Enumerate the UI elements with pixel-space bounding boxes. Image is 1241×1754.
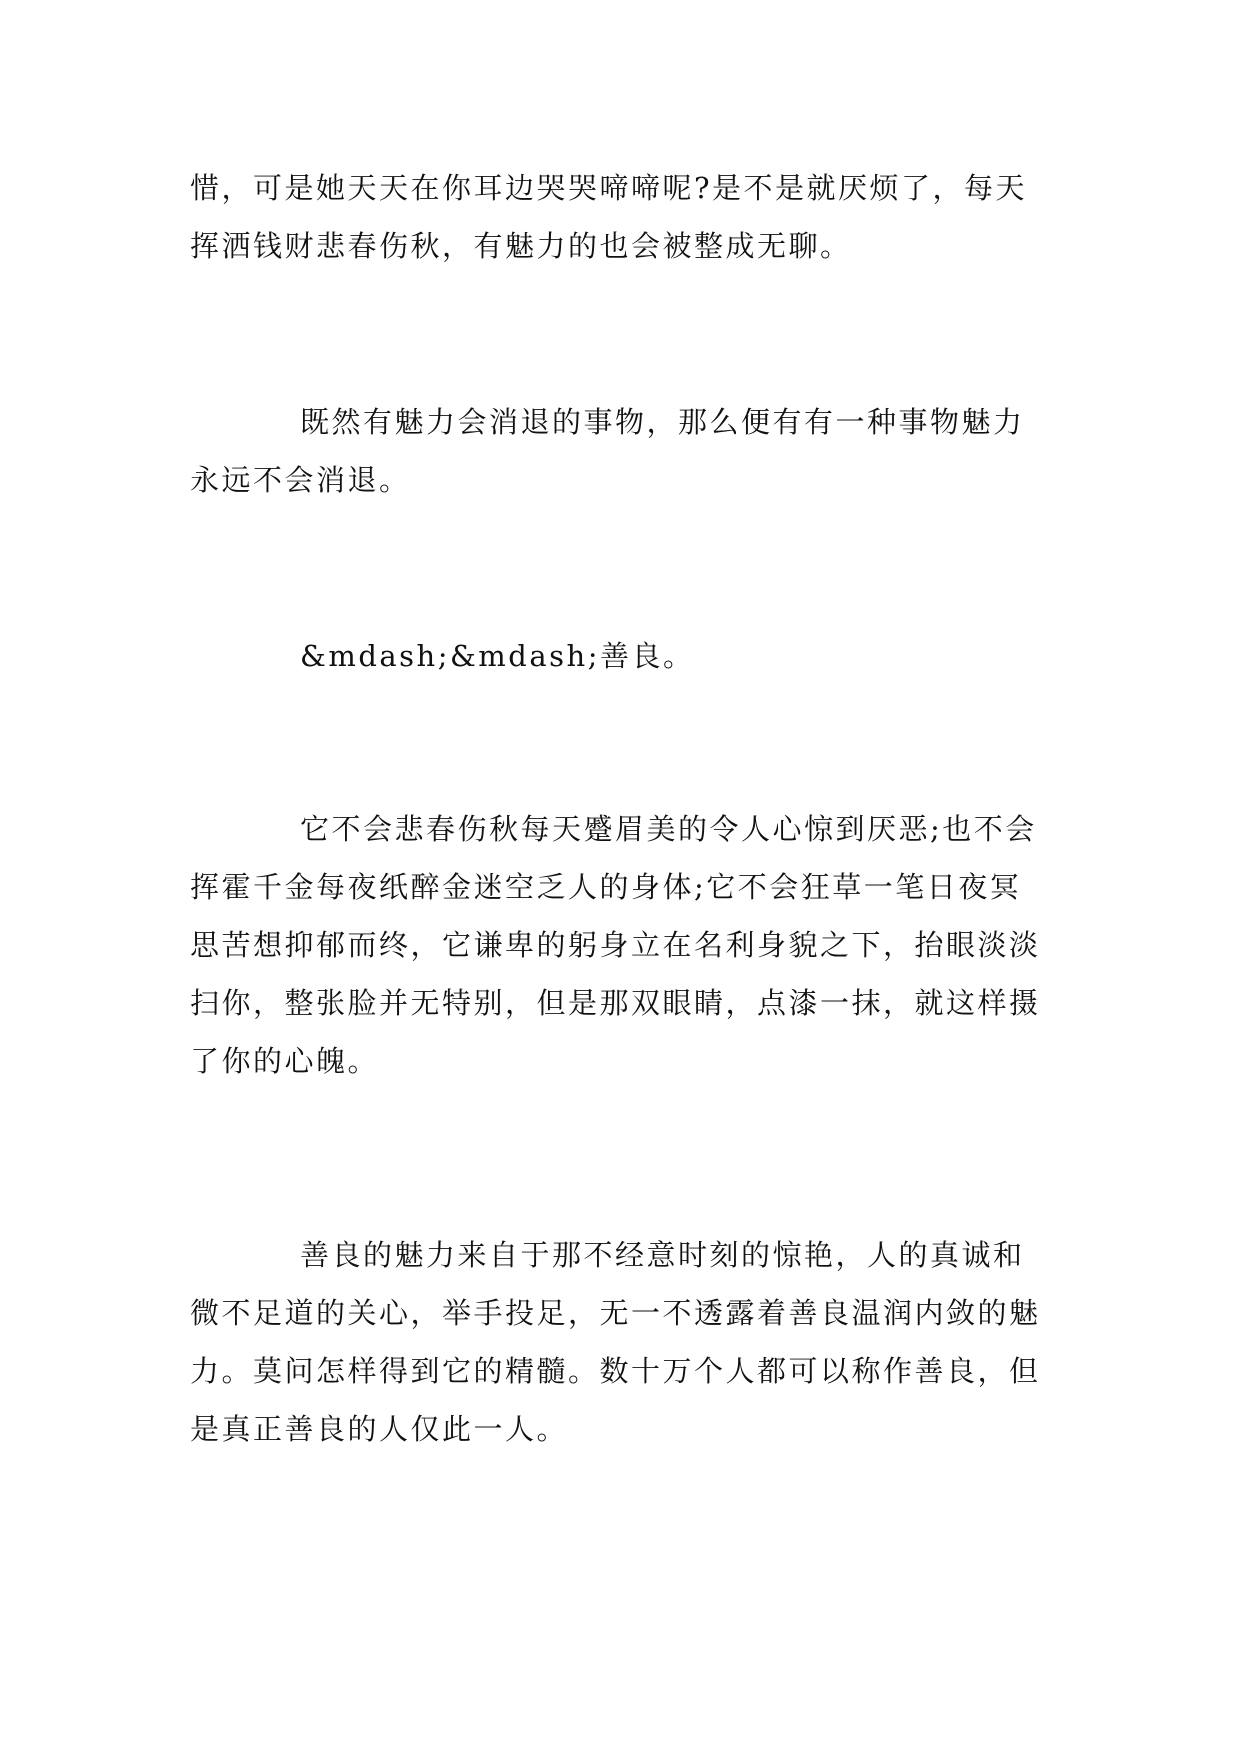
paragraph-4: 它不会悲春伤秋每天蹙眉美的令人心惊到厌恶;也不会挥霍千金每夜纸醉金迷空乏人的身体;它不会狂草一笔日夜冥思苦想抑郁而终，它谦卑的躬身立在名利身貌之下，抬眼淡淡扫你，整张脸并无特别，但是那双眼睛，点漆一抹，就这样摄了你的心魄。 [190,812,1041,1078]
paragraph-5: 善良的魅力来自于那不经意时刻的惊艳，人的真诚和微不足道的关心，举手投足，无一不透露着善良温润内敛的魅力。莫问怎样得到它的精髓。数十万个人都可以称作善良，但是真正善良的人仅此一人。 [190,1238,1041,1446]
paragraph-2: 既然有魅力会消退的事物，那么便有有一种事物魅力永远不会消退。 [190,405,1025,497]
paragraph-3: &mdash;&mdash;善良。 [300,639,695,673]
paragraph-1: 惜，可是她天天在你耳边哭哭啼啼呢?是不是就厌烦了，每天挥洒钱财悲春伤秋，有魅力的也会被整成无聊。 [190,171,1028,263]
